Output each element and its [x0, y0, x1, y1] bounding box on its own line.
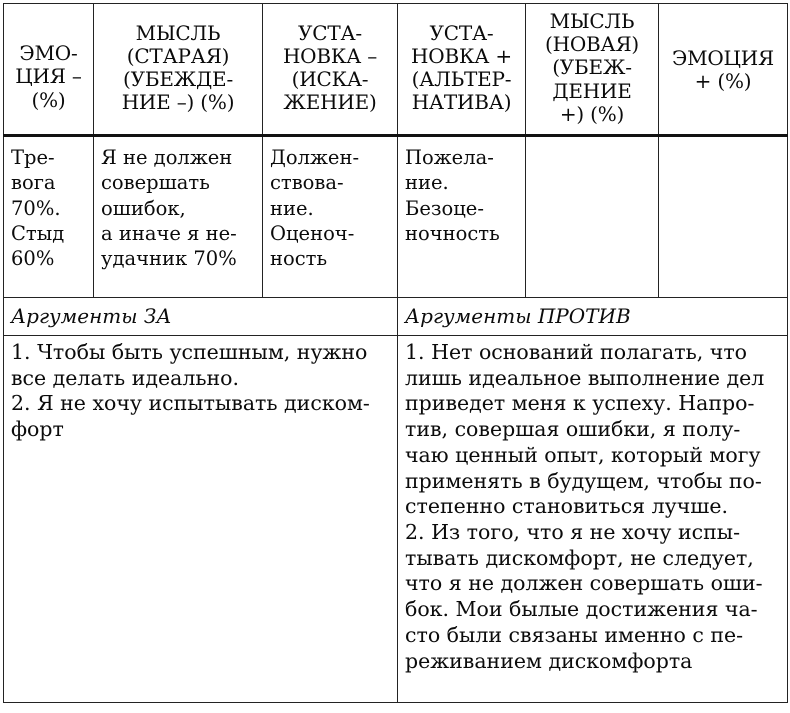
cell-line: совершать [101, 171, 210, 195]
header-line: УСТА- [297, 20, 362, 45]
header-line: НАТИВА) [411, 90, 512, 115]
argument-line: что я не должен совершать оши- [405, 571, 763, 596]
cell-line: Должен- [270, 145, 360, 169]
cell-line: ние. [405, 171, 449, 195]
column-header-thought-old [94, 4, 263, 136]
header-line: УСТА- [429, 20, 494, 45]
cell-line: 60% [11, 247, 55, 271]
argument-line: 2. Из того, что я не хочу испы- [405, 519, 741, 544]
header-line: ДЕНИЕ [552, 78, 632, 103]
cell-line: ствова- [270, 171, 344, 195]
cell-line: вога [11, 171, 56, 195]
cell-emotion-plus-empty[interactable] [659, 135, 788, 297]
header-line: (УБЕЖДЕ- [122, 66, 234, 91]
argument-line: лишь идеальное выполнение дел [405, 365, 765, 390]
argument-line: тывать дискомфорт, не следует, [405, 545, 754, 570]
argument-line: сто были связаны именно с пе- [405, 622, 744, 647]
cell-belief-minus[interactable] [263, 135, 398, 297]
cell-thought-new-empty[interactable] [526, 135, 659, 297]
argument-line: форт [11, 417, 64, 442]
argument-line: 2. Я не хочу испытывать диском- [11, 391, 370, 416]
cell-line: а иначе я не- [101, 221, 237, 245]
arguments-con-text[interactable] [398, 335, 788, 702]
cell-line: Тре- [11, 145, 55, 169]
header-line: (%) [31, 87, 66, 112]
header-line: НОВКА – [282, 43, 378, 68]
cell-line: 70%. [11, 196, 61, 220]
cell-line: ние. [270, 196, 314, 220]
cell-thought-old[interactable] [94, 135, 263, 297]
argument-line: все делать идеально. [11, 365, 240, 390]
header-line: ЭМОЦИЯ [671, 45, 774, 70]
header-line: +) (%) [559, 101, 625, 126]
column-header-belief-plus [398, 4, 526, 136]
cell-line: удачник 70% [101, 247, 237, 271]
header-line: ЭМО- [19, 41, 78, 66]
cell-line: Безоце- [405, 196, 484, 220]
header-line: ЖЕНИЕ) [283, 90, 377, 115]
argument-line: приведет меня к успеху. Напро- [405, 391, 755, 416]
table-data-row [4, 135, 788, 297]
cell-line: Оценоч- [270, 221, 355, 245]
argument-line: бок. Мои былые достижения ча- [405, 597, 758, 622]
column-header-emotion-plus [659, 4, 788, 136]
header-line: (СТАРАЯ) [126, 43, 230, 68]
header-line: ЦИЯ – [15, 64, 82, 89]
arguments-label-row [4, 297, 788, 335]
arguments-pro-label: Аргументы ЗА [4, 297, 398, 335]
cell-line: ночность [405, 221, 500, 245]
cell-emotion-minus[interactable] [4, 135, 94, 297]
cognitive-worksheet-table [3, 3, 788, 703]
header-line: НОВКА + [411, 43, 512, 68]
column-header-emotion-minus [4, 4, 94, 136]
cell-line: Пожела- [405, 145, 494, 169]
cell-line: Стыд [11, 221, 65, 245]
table-header-row [4, 4, 788, 136]
cell-belief-plus[interactable] [398, 135, 526, 297]
header-line: МЫСЛЬ [135, 20, 221, 45]
arguments-body-row [4, 335, 788, 702]
header-line: НИЕ –) (%) [121, 90, 235, 115]
column-header-thought-new [526, 4, 659, 136]
arguments-con-label: Аргументы ПРОТИВ [398, 297, 788, 335]
cell-line: Я не должен [101, 145, 233, 169]
argument-line: 1. Чтобы быть успешным, нужно [11, 339, 368, 364]
header-line: (ИСКА- [291, 66, 369, 91]
cell-line: ошибок, [101, 196, 186, 220]
header-line: (УБЕЖ- [552, 55, 632, 80]
argument-line: степенно становиться лучше. [405, 494, 728, 519]
argument-line: чаю ценный опыт, который могу [405, 442, 761, 467]
column-header-belief-minus [263, 4, 398, 136]
argument-line: тив, совершая ошибки, я полу- [405, 417, 741, 442]
arguments-pro-text[interactable] [4, 335, 398, 702]
header-line: (НОВАЯ) [544, 32, 640, 57]
argument-line: реживанием дискомфорта [405, 648, 693, 673]
header-line: МЫСЛЬ [549, 9, 635, 33]
cell-line: ность [270, 247, 328, 271]
header-line: + (%) [694, 68, 752, 93]
header-line: (АЛЬТЕР- [411, 66, 512, 91]
argument-line: 1. Нет оснований полагать, что [405, 339, 748, 364]
argument-line: применять в будущем, чтобы по- [405, 468, 762, 493]
